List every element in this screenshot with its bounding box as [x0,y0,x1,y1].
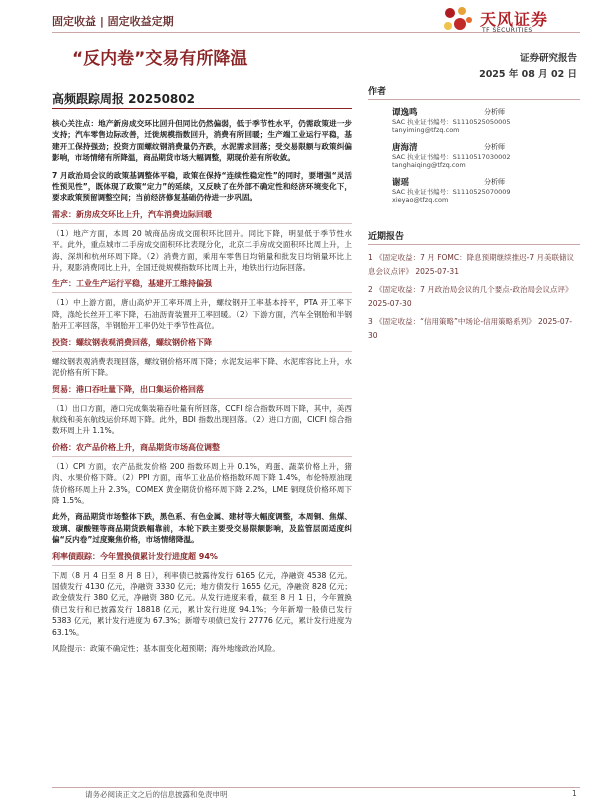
recent-report-title[interactable]: 2 《固定收益：7 月政治局会议的几个要点-政治局会议点评》 [368,285,573,294]
page-number: 1 [572,789,577,798]
author-role: 分析师 [484,143,505,151]
report-date: 2025 年 08 月 02 日 [479,69,577,80]
logo-name: 天风证券 [480,10,549,29]
section-heading-production: 生产：工业生产运行平稳，基建开工维持偏强 [52,278,352,293]
author-card [368,106,580,141]
logo-name-en: TF SECURITIES [482,27,533,34]
recent-report-link[interactable] [368,283,580,311]
section-heading-investment: 投资：螺纹钢表观消费回落，螺纹钢价格下降 [52,337,352,352]
report-subtitle: 高频跟踪周报 20250802 [52,92,195,106]
risk-warning: 风险提示：政策不确定性；基本面变化超预期；海外地缘政治风险。 [52,644,280,653]
recent-report-title[interactable]: 3 《固定收益：“信用策略”中场论-信用策略系列》 [368,317,536,326]
section-body-demand: （1）地产方面，本周 20 城商品房成交面积环比回升。同比下降，明显低于季节性水平。此外，重点城市二手房成交面积环比表现分化，北京二手房成交面积环比周上升，上海、深圳和杭州环周下降。（2）消费方面，乘用车零售日均销量和批发日均销量环比上升，观影消费同比上升，全国迁徙规模指数环比周上升，地铁出行边际回落。 [52,228,352,273]
recent-report-title[interactable]: 1 《固定收益：7 月 FOMC：降息预期继续推迟-7 月美联储议息会议点评》 [368,253,574,276]
author-email[interactable]: tanghaiqing@tfzq.com [392,161,466,169]
section-body-production: （1）中上游方面，唐山高炉开工率环周上升，螺纹钢开工率基本持平，PTA 开工率下降，涤纶长丝开工率下降，石油沥青装置开工率回暖。（2）下游方面，汽车全钢胎和半钢胎开工率回落，半钢胎开工率仍处于季节性高位。 [52,298,352,331]
policy-summary: 7 月政治局会议的政策基调整体平稳，政策在保持“连续性稳定性”的同时，要增强“灵活性预见性”，既体现了政策“定力”的延续，又反映了在外部不确定性和经济环境变化下，要求政策预留调整空间；当前经济修复基础仍待进一步巩固。 [52,170,352,203]
author-sac: SAC 执业证书编号：S1110517030002 [392,153,511,161]
author-role: 分析师 [484,178,505,186]
author-name: 谭逸鸣 [392,108,418,118]
section-body-price: （1）CPI 方面，农产品批发价格 200 指数环周上升 0.1%，鸡蛋、蔬菜价格上升，猪肉、水果价格下降。（2）PPI 方面，南华工业品价格指数环周下降 1.4%，布伦特原油现货价格环周上升 2.3%，COMEX 黄金期货价格环周下降 2.2%，LME 铜现货价格环周下降 1.5%。 [52,461,352,505]
section-body-investment: 螺纹钢表观消费表现回落，螺纹钢价格环周下降；水泥发运率下降、水泥库容比上升，水泥价格有所下降。 [52,356,352,378]
authors-heading: 作者 [368,84,580,100]
author-card [368,141,580,176]
recent-report-date: 2025-07-30 [368,317,573,340]
recent-reports-list [368,251,580,343]
section-heading-bond: 利率债跟踪：今年置换债累计发行进度超 94% [52,551,352,566]
section-body-trade: （1）出口方面，港口完成集装箱吞吐量有所回落，CCFI 综合指数环周下降，其中，美西航线和美东航线运价环周下降。此外，BDI 指数出现回落。（2）进口方面，CICFI 综合指数环周上升 1.1%。 [52,403,352,436]
report-type: 证券研究报告 [519,53,577,64]
recent-report-date: 2025-07-31 [415,267,459,276]
author-card [368,176,580,211]
report-category: 固定收益 | 固定收益定期 [52,15,174,28]
core-summary: 核心关注点：地产新房成交环比回升但同比仍然偏弱，低于季节性水平，仍需政策进一步支持；汽车零售边际改善，迁徙规模指数回升，消费有所回暖；生产端工业运行平稳，基建开工保持强劲；投资方面螺纹钢消费量仍齐跌，水泥需求回落；受交易限额与政策纠偏影响，市场情绪有所降温，商品期货市场大幅调整，期现价差有所收敛。 [52,119,352,163]
footer-disclaimer: 请务必阅读正文之后的信息披露和免责申明 [85,790,228,799]
author-sac: SAC 执业证书编号：S1110525070009 [392,188,511,196]
section-heading-trade: 贸易：港口吞吐量下降，出口集运价格回落 [52,384,352,399]
main-content [52,118,352,654]
author-role: 分析师 [484,108,505,116]
sidebar [368,84,580,343]
recent-report-date: 2025-07-30 [368,299,412,308]
section-body-bond: 下周（8 月 4 日至 8 月 8 日），利率债已披露待发行 6165 亿元，净融资 4538 亿元。国债发行 4130 亿元，净融资 3330 亿元；地方债发行 1655 亿元，净融资 828 亿元；政金债发行 380 亿元，净融资 380 亿元。从发行进度来看，截至 8 月 1 日，今年置换债已发行和已披露发行 18818 亿元，累计发行进度 94.1%；今年新增一般债已发行 5383 亿元，累计发行进度为 67.3%；新增专项债已发行 27776 亿元，累计发行进度为 63.1%。 [52,570,352,637]
page-title: “反内卷”交易有所降温 [72,49,248,69]
recent-report-link[interactable] [368,315,580,343]
author-sac: SAC 执业证书编号：S1110525050005 [392,118,511,126]
section-heading-price: 价格：农产品价格上升，商品期货市场高位调整 [52,442,352,457]
footer-divider [52,787,580,788]
section-heading-demand: 需求：新房成交环比上升，汽车消费边际回暖 [52,209,352,224]
author-name: 谢瑶 [392,178,410,188]
author-email[interactable]: tanyiming@tfzq.com [392,126,460,134]
author-name: 唐海清 [392,143,418,153]
market-note: 此外，商品期货市场整体下跌，黑色系、有色金属、建材等大幅度调整，本周铜、焦煤、玻璃、碳酸锂等商品期货跌幅靠前，本轮下跌主要受交易限额影响，及监管层面适度纠偏“反内卷”过度聚焦价格，市场情绪降温。 [52,512,352,545]
header-divider [52,32,580,33]
recent-reports-heading: 近期报告 [368,229,580,245]
company-logo [440,4,580,40]
subtitle-divider [52,108,352,109]
recent-report-link[interactable] [368,251,580,279]
author-email[interactable]: xieyao@tfzq.com [392,196,449,204]
